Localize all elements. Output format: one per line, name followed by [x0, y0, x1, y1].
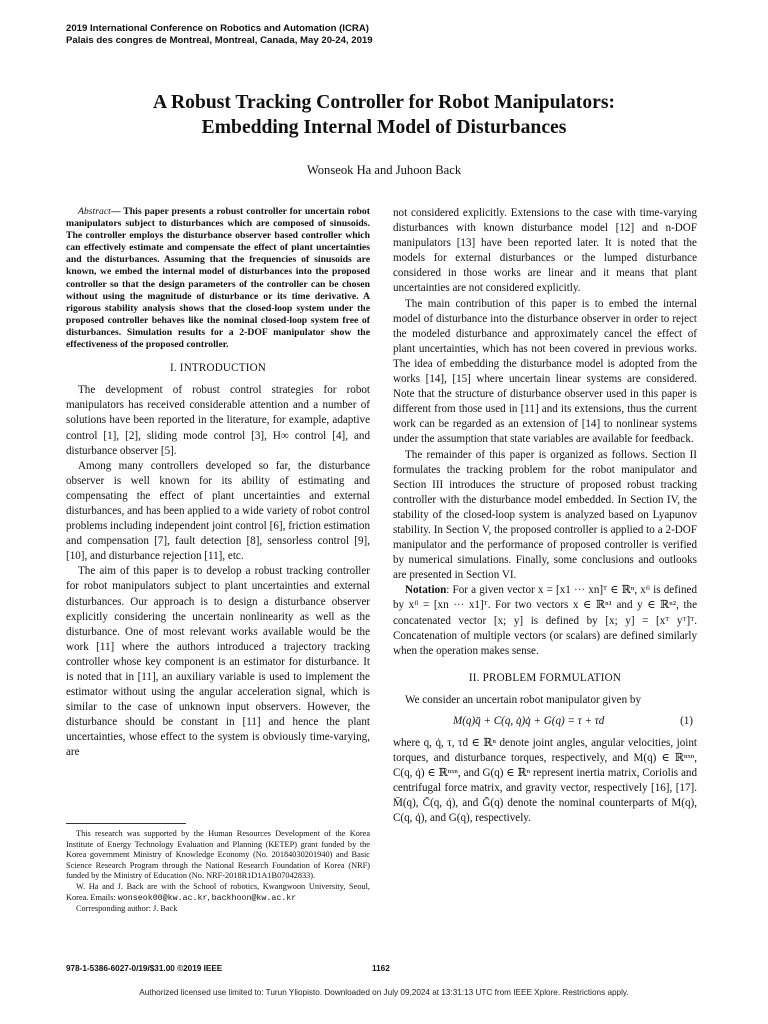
abstract-text: This paper presents a robust controller for uncertain robot manipulators subject to disturbances which are composed of sinusoids. The controller employs the disturbance observer based controller which can effectively estimate and compensate the effect of plant uncertainties and the disturbances. Assuming that the frequencies of sinusoids are known, we embed the internal model of disturbances into the proposed controller so that the design parameters of the controller can be chosen without using the magnitude of disturbance or its time derivative. A rigorous stability analysis shows that the closed-loop system under the proposed controller behaves like the nominal closed-loop system free of disturbances. Simulation results for a 2-DOF manipulator show the effectiveness of the proposed controller.	[66, 206, 371, 351]
email-separator: ,	[207, 892, 212, 902]
abstract	[66, 206, 370, 351]
footnote-affiliation-text: W. Ha and J. Back are with the School of robotics, Kwangwoon University, Seoul, Korea. Emails:	[66, 881, 370, 902]
equation-1	[393, 708, 697, 736]
isbn-copyright: 978-1-5386-6027-0/19/$31.00 ©2019 IEEE	[66, 964, 223, 973]
left-column	[66, 206, 370, 761]
authors: Wonseok Ha and Juhoon Back	[306, 163, 462, 177]
problem-paragraph-2: where q, q̇, τ, τd ∈ ℝⁿ denote joint angles, angular velocities, joint torques, and disturbance torques, respectively, and M(q) ∈ ℝⁿˣⁿ, C(q, q̇) ∈ ℝⁿˣⁿ, and G(q) ∈ ℝⁿ represent inertia matrix, Coriolis and centrifugal force matrix, and gravity vector, respectively [16], [17]. M̄(q), C̄(q, q̇), and Ḡ(q) denote the nominal counterparts of M(q), C(q, q̇), and G(q), respectively.	[393, 737, 697, 825]
conference-header	[66, 23, 373, 47]
intro-paragraph-5: The remainder of this paper is organized as follows. Section II formulates the tracking problem for the robot manipulator and Section III introduces the structure of proposed robust tracking controller with the disturbance model embedded. In Section IV, the stability of the closed-loop system is analyzed based on Lyapunov stability. In Section V, the proposed controller is applied to a 2-DOF manipulator and the performance of proposed controller is verified by numerical simulations. Finally, some conclusions and outlooks are presented in Section VI.	[393, 448, 697, 582]
notation-label: Notation	[405, 584, 447, 597]
section-heading-introduction: I. INTRODUCTION	[169, 362, 267, 375]
notation-text: : For a given vector x = [x1 ··· xn]ᵀ ∈ ℝⁿ, xᶠˡ is defined by xᶠˡ = [xn ··· x1]ᵀ. For two vectors x ∈ ℝⁿ¹ and y ∈ ℝⁿ², the concatenated vector [x; y] is defined by [x; y] = [xᵀ yᵀ]ᵀ. Concatenation of multiple vectors (or scalars) are defined similarly when the operation makes sense.	[393, 584, 697, 657]
problem-paragraph-1: We consider an uncertain robot manipulator given by	[405, 693, 642, 706]
conference-line-2: Palais des congres de Montreal, Montreal, Canada, May 20-24, 2019	[66, 35, 373, 46]
intro-paragraph-3-continued: not considered explicitly. Extensions to the case with time-varying disturbances with known disturbance model [12] and n-DOF manipulators [13] have been reported later. It is noted that the models for external disturbances or the lumped disturbance considered in those works are linear and it means that plant uncertainties are not considered explicitly.	[393, 207, 697, 295]
footnote-affiliation	[66, 882, 370, 904]
equation-1-number: (1)	[680, 715, 693, 727]
section-heading-problem-formulation: II. PROBLEM FORMULATION	[468, 671, 622, 684]
footnote-corresponding-author: Corresponding author: J. Back	[76, 904, 178, 914]
title-line-2: Embedding Internal Model of Disturbances	[201, 117, 567, 138]
abstract-label: Abstract	[78, 206, 111, 217]
page-number: 1162	[372, 964, 390, 973]
conference-line-1: 2019 International Conference on Robotics and Automation (ICRA)	[66, 23, 369, 34]
paper-title	[66, 90, 702, 140]
equation-1-expression: M(q)q̈ + C(q, q̇)q̇ + G(q) = τ + τd	[453, 715, 605, 727]
notation-paragraph	[393, 583, 697, 658]
intro-paragraph-1: The development of robust control strategies for robot manipulators has received considerable attention and a number of solutions have been reported in the literature, for example, adaptive control [1], [2], sliding mode control [3], H∞ control [4], and disturbance observer [5].	[66, 384, 370, 457]
abstract-dash: —	[110, 206, 124, 217]
license-notice: Authorized licensed use limited to: Turun Yliopisto. Downloaded on July 09,2024 at 13:31:13 UTC from IEEE Xplore. Restrictions apply.	[139, 988, 629, 997]
right-column	[393, 206, 697, 827]
title-line-1: A Robust Tracking Controller for Robot Manipulators:	[153, 92, 615, 113]
email-link-2[interactable]: backhoon@kw.ac.kr	[211, 893, 297, 903]
intro-paragraph-4: The main contribution of this paper is to embed the internal model of disturbance into the disturbance observer in order to reject the modeled disturbance and approximately cancel the effect of plant uncertainties, which has not been covered in previous works. The idea of embedding the disturbance model is adopted from the works [14], [15] where uncertain linear systems are considered. Note that the structure of disturbance observer used in this paper is different from those used in [11] and its extensions, thus the current work can be regarded as an extension of [14] to nonlinear systems under the assumption that state variables are available for feedback.	[393, 297, 697, 446]
footnote-funding: This research was supported by the Human Resources Development of the Korea Institute of Energy Technology Evaluation and Planning (KETEP) grant funded by the Korea government Ministry of Knowledge Economy (No. 20184030201940) and Basic Science Research Program through the National Research Foundation of Korea (NRF) funded by the Ministry of Education (No. NRF-2018R1D1A1B07042833).	[66, 829, 370, 881]
intro-paragraph-3: The aim of this paper is to develop a robust tracking controller for robot manipulators subject to plant uncertainties and external disturbances. Our approach is to design a disturbance observer explicitly considering the uncertain nonlinearity as well as the disturbance. One of most relevant works available would be the work [11] where the authors introduced a trajectory tracking controller whose key component is an estimator for disturbance. It is noted that in [11], an auxiliary variable is used to implement the estimator without using the angular acceleration signal, which is similar to the case of unknown input observers. However, the disturbance should be constant in [11] and hence the plant uncertainties, whose effect to the system is obviously time-varying, are	[66, 565, 370, 759]
footnotes	[66, 829, 370, 915]
footnote-divider	[66, 823, 186, 824]
intro-paragraph-2: Among many controllers developed so far, the disturbance observer is well known for its ability of estimating and compensating the effect of plant uncertainties and external disturbances, and has been applied to a wide variety of robot control problems including independent joint control [6], friction estimation and compensation [7], fault detection [8], sensorless control [9], [10], and disturbance rejection [11], etc.	[66, 459, 370, 563]
email-link-1[interactable]: wonseok00@kw.ac.kr	[117, 893, 208, 903]
